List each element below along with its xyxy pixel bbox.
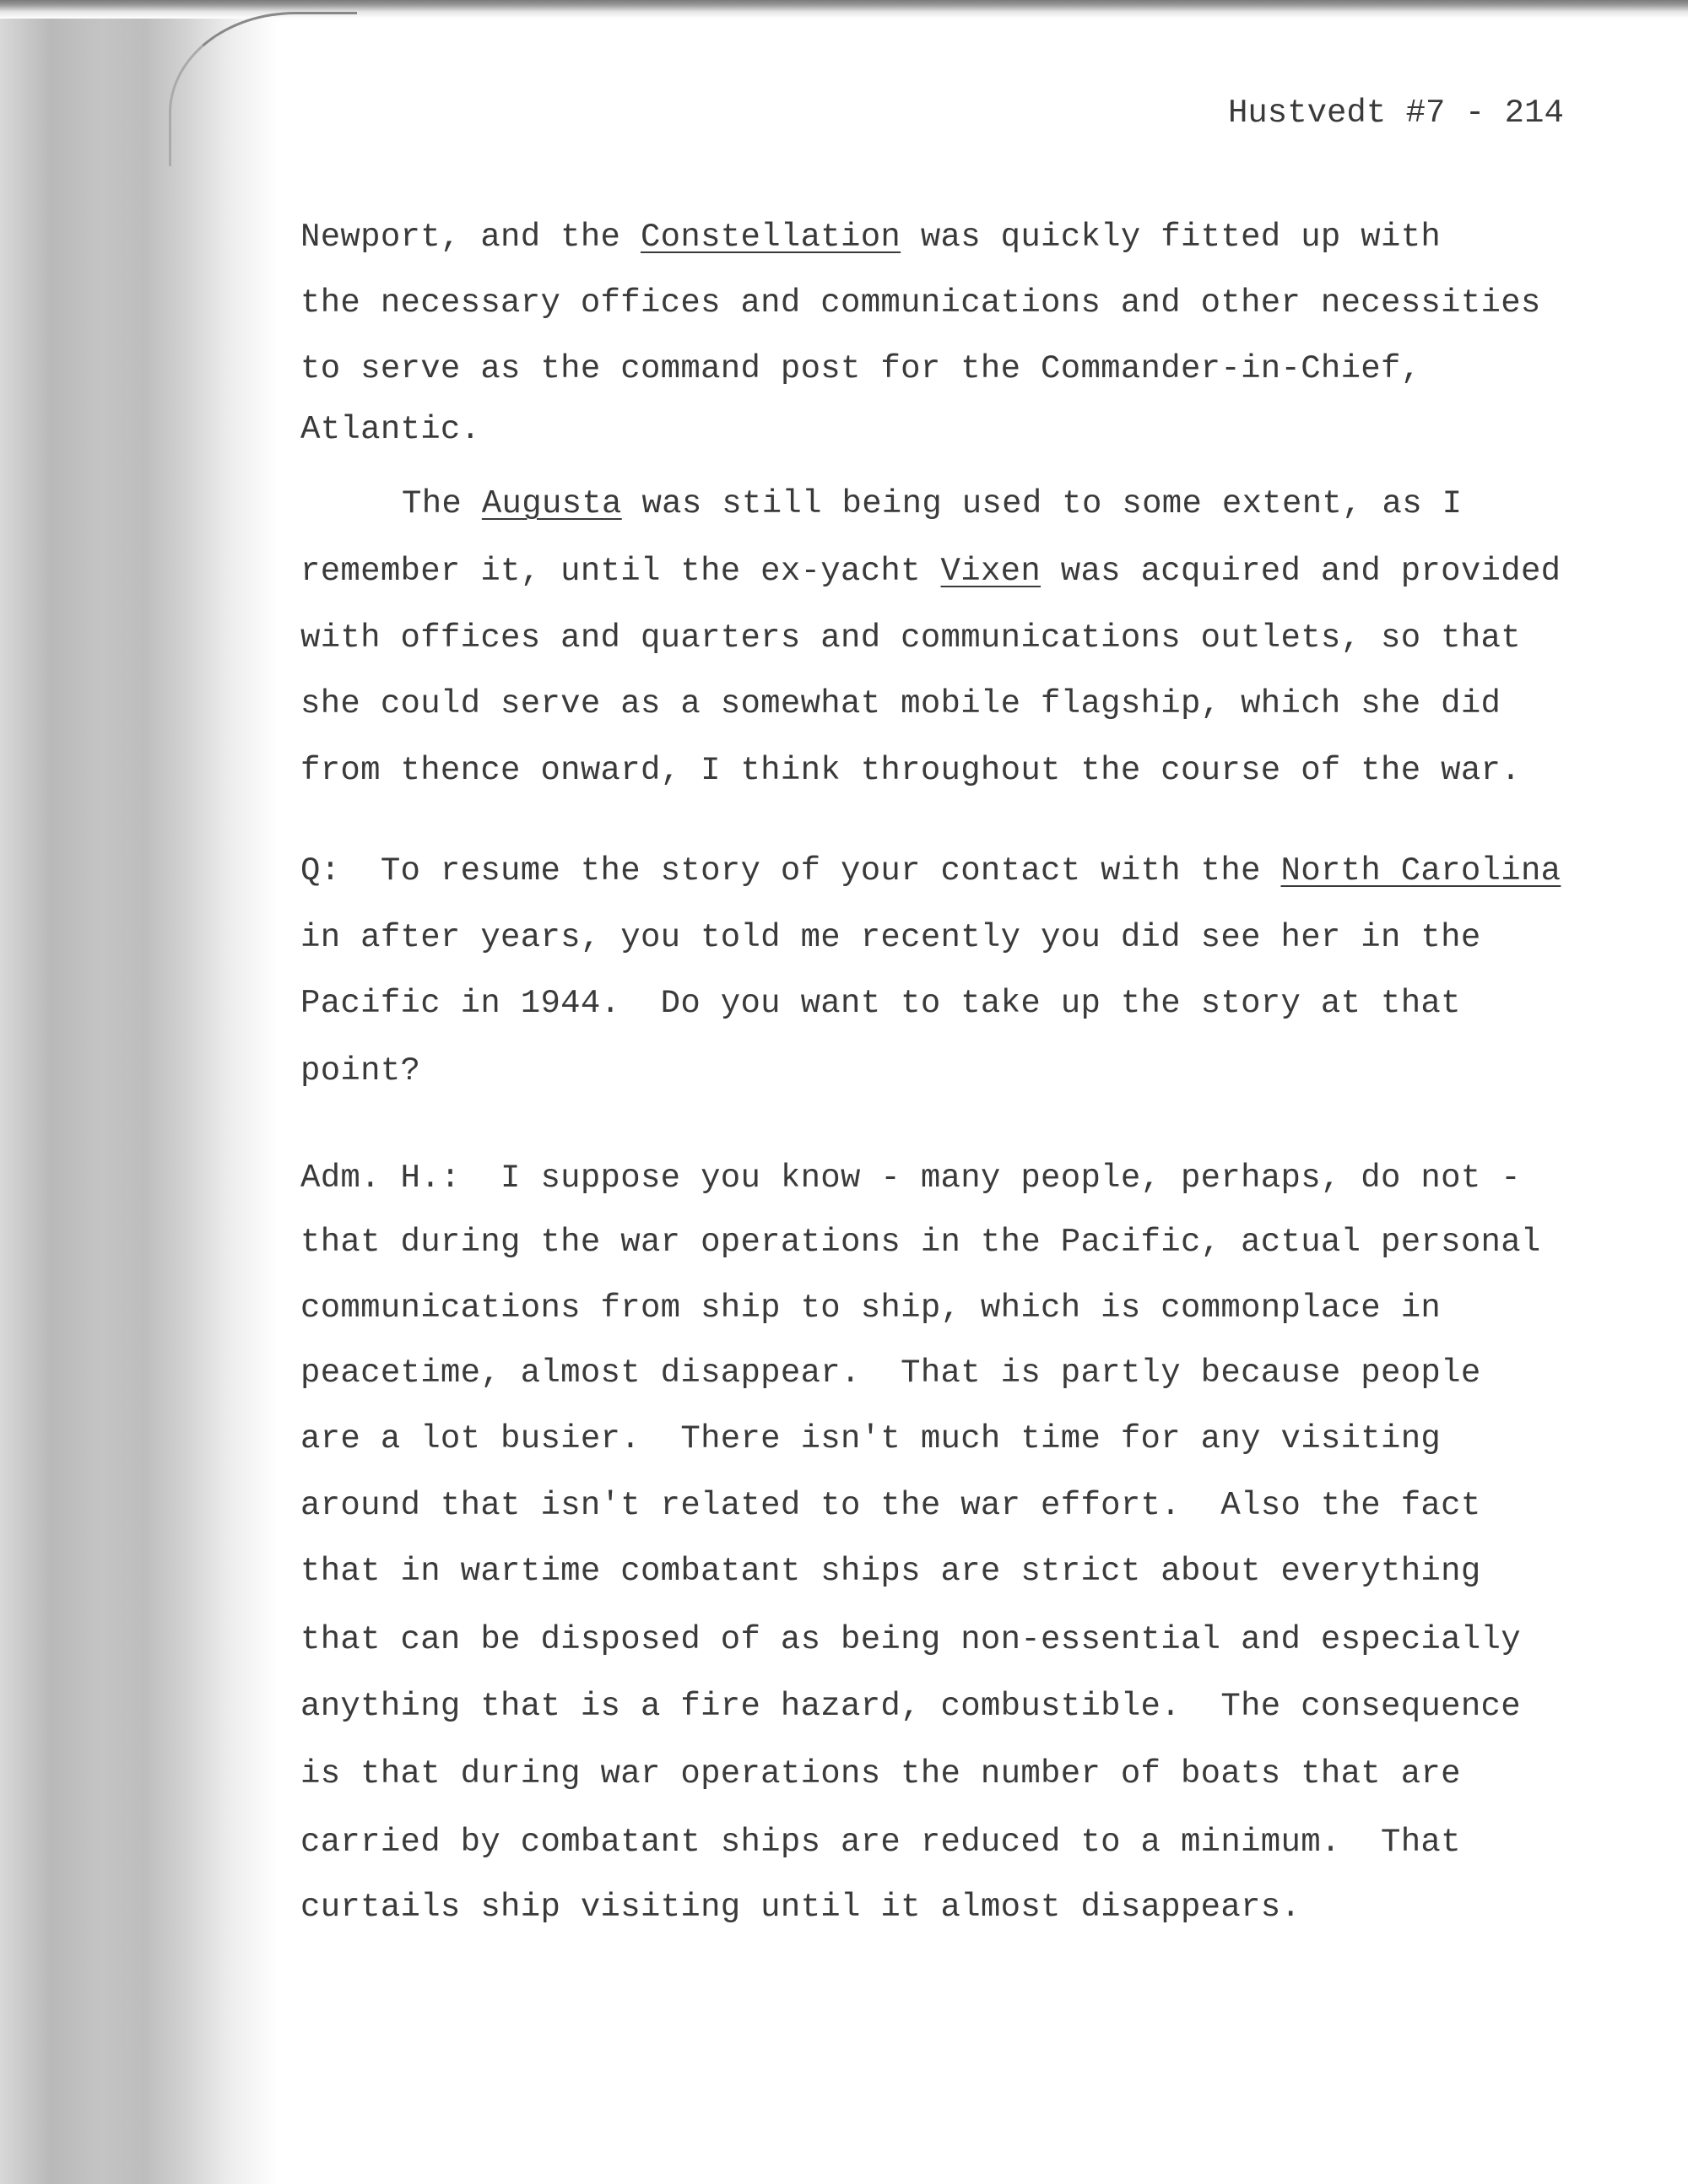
text-segment: that during the war operations in the Pacific, actual personal [300, 1224, 1541, 1261]
text-line [300, 685, 1501, 722]
text-line [300, 1420, 1442, 1457]
text-segment: curtails ship visiting until it almost disappears. [300, 1889, 1301, 1926]
text-line [300, 1555, 1481, 1588]
text-line [300, 919, 1481, 956]
text-segment: from thence onward, I think throughout the course of the war. [300, 752, 1521, 789]
text-segment: Pacific in 1944. Do you want to take up the story at that [300, 985, 1461, 1022]
text-segment: that in wartime combatant ships are strict about everything [300, 1553, 1481, 1590]
text-segment: the necessary offices and communications and other necessities [300, 284, 1541, 322]
text-segment: Atlantic. [300, 411, 481, 448]
page-header: Hustvedt #7 - 214 [1228, 95, 1564, 132]
text-line [300, 1690, 1521, 1723]
page-top-edge [0, 0, 1688, 19]
text-segment: are a lot busier. There isn't much time for any visiting [300, 1420, 1442, 1457]
text-line [300, 754, 1521, 787]
text-line [300, 221, 1441, 254]
underlined-ship-name: North Carolina [1280, 852, 1561, 889]
text-segment: to serve as the command post for the Commander-in-Chief, [300, 350, 1421, 387]
underlined-ship-name: Vixen [940, 553, 1041, 590]
text-segment: that can be disposed of as being non-essential and especially [300, 1621, 1521, 1658]
text-segment: was acquired and provided [1041, 553, 1561, 590]
text-segment: point? [300, 1052, 421, 1089]
underlined-ship-name: Constellation [640, 219, 901, 256]
text-line [300, 1621, 1521, 1658]
text-segment: The [402, 485, 482, 522]
underlined-ship-name: Augusta [481, 485, 622, 522]
text-segment: was still being used to some extent, as I [621, 485, 1463, 522]
text-line [300, 1826, 1461, 1859]
text-segment: she could serve as a somewhat mobile flagship, which she did [300, 685, 1501, 722]
text-segment: peacetime, almost disappear. That is partly because people [300, 1354, 1481, 1392]
text-segment: Newport, and the [300, 219, 641, 256]
text-line [300, 1489, 1481, 1522]
text-line [300, 284, 1541, 322]
text-segment: Q: To resume the story of your contact with the [300, 852, 1281, 889]
text-line [300, 1162, 1521, 1195]
text-line [300, 619, 1521, 657]
text-line [300, 1354, 1481, 1392]
text-segment: Adm. H.: I suppose you know - many people, perhaps, do not - [300, 1160, 1521, 1197]
text-line [300, 350, 1421, 387]
text-line [300, 852, 1561, 889]
text-line [300, 555, 1561, 588]
text-line [300, 1891, 1301, 1924]
text-line [300, 987, 1461, 1020]
text-segment: carried by combatant ships are reduced to a minimum. That [300, 1824, 1461, 1861]
text-segment: remember it, until the ex-yacht [300, 553, 941, 590]
text-segment: around that isn't related to the war effort. Also the fact [300, 1487, 1481, 1524]
text-segment: was quickly fitted up with [901, 219, 1442, 256]
text-line [300, 1289, 1442, 1327]
text-segment: in after years, you told me recently you did see her in the [300, 919, 1481, 956]
text-line [300, 411, 481, 448]
text-line [402, 485, 1463, 522]
text-segment: with offices and quarters and communications outlets, so that [300, 619, 1521, 657]
text-line [300, 1755, 1461, 1792]
book-binding-shadow [0, 0, 279, 2184]
text-segment: is that during war operations the number of boats that are [300, 1755, 1461, 1792]
text-segment: anything that is a fire hazard, combustible. The consequence [300, 1688, 1521, 1725]
text-segment: communications from ship to ship, which is commonplace in [300, 1289, 1442, 1327]
text-line [300, 1226, 1541, 1259]
text-line [300, 1052, 421, 1089]
